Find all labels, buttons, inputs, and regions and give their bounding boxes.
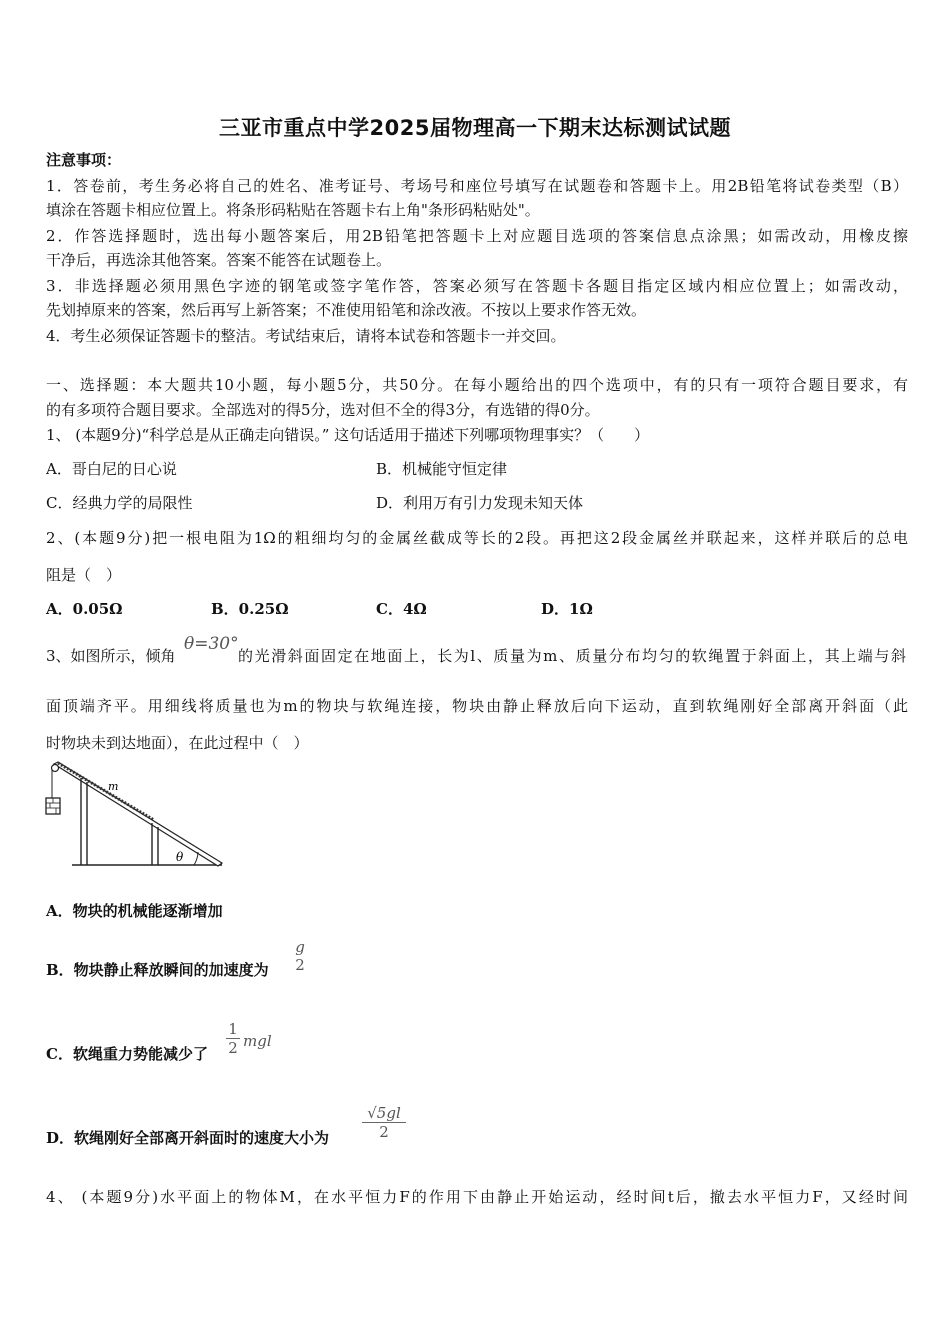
q3-stem-post: 的光滑斜面固定在地面上，长为l、质量为m、质量分布均匀的软绳置于斜面上，其上端与斜 [238,647,906,665]
page-title: 三亚市重点中学2025届物理高一下期末达标测试试题 [219,116,731,140]
q2-stem-line-2: 阻是（ ） [46,566,122,584]
q3-option-d: D．软绳刚好全部离开斜面时的速度大小为 [46,1129,330,1147]
notice-line-3: 2．作答选择题时，选出每小题答案后，用2B铅笔把答题卡上对应题目选项的答案信息点涂黑；如需改动，用橡皮擦 [46,227,908,245]
section1-line-2: 的有多项符合题目要求。全部选对的得5分，选对但不全的得3分，有选错的得0分。 [46,401,600,419]
q3-stem-line-2: 面顶端齐平。用细线将质量也为m的物块与软绳连接，物块由静止释放后向下运动，直到软绳刚好全部离开斜面（此 [46,697,908,715]
angle-arc [194,852,198,865]
fraction-numerator: 1 [228,1020,238,1038]
q2-stem-line-1: 2、(本题9分)把一根电阻为1Ω的粗细均匀的金属丝截成等长的2段。再把这2段金属丝并联起来，这样并联后的总电 [46,529,908,547]
q3-theta-expression: θ=30° [184,634,239,654]
q3-option-d-fraction [362,1104,406,1141]
fraction-numerator: √5gl [367,1104,401,1122]
section1-line-1: 一、选择题：本大题共10小题，每小题5分，共50分。在每小题给出的四个选项中，有的只有一项符合题目要求，有 [46,376,908,394]
q3-option-c-tail: mgl [243,1032,272,1050]
notice-line-4: 干净后，再选涂其他答案。答案不能答在试题卷上。 [46,251,392,269]
fraction-denominator: 2 [379,1123,389,1141]
fraction-numerator: g [295,938,305,956]
fraction-denominator: 2 [228,1039,238,1057]
q2-option-b: B．0.25Ω [211,600,289,618]
notice-line-5: 3．非选择题必须用黑色字迹的钢笔或签字笔作答，答案必须写在答题卡各题目指定区域内相应位置上；如需改动， [46,277,908,295]
q1-stem: 1、 (本题9分)“科学总是从正确走向错误。” 这句话适用于描述下列哪项物理事实？（ ） [46,426,650,444]
notice-heading: 注意事项： [46,151,122,169]
q2-option-d: D．1Ω [541,600,593,618]
notice-line-1: 1．答卷前，考生务必将自己的姓名、准考证号、考场号和座位号填写在试题卷和答题卡上。用2B铅笔将试卷类型（B） [46,177,908,195]
q1-option-b: B．机械能守恒定律 [376,460,508,478]
notice-line-6: 先划掉原来的答案，然后再写上新答案；不准使用铅笔和涂改液。不按以上要求作答无效。 [46,301,647,319]
mass-label: m [108,780,119,793]
q4-stem: 4、 (本题9分)水平面上的物体M，在水平恒力F的作用下由静止开始运动，经时间t后，撤去水平恒力F，又经时间 [46,1188,908,1206]
q3-option-c: C．软绳重力势能减少了 [46,1045,208,1063]
incline-board [54,762,222,866]
angle-label: θ [176,850,184,864]
q3-stem-pre: 3、如图所示，倾角 [46,647,176,665]
q3-option-b-fraction [292,938,308,974]
fraction-denominator: 2 [295,956,305,974]
incline-figure [44,760,226,872]
q3-option-b: B．物块静止释放瞬间的加速度为 [46,961,269,979]
q3-stem-line-3: 时物块未到达地面），在此过程中（ ） [46,734,309,752]
q3-option-a: A．物块的机械能逐渐增加 [46,902,223,920]
q2-option-a: A．0.05Ω [46,600,123,618]
notice-line-2: 填涂在答题卡相应位置上。将条形码粘贴在答题卡右上角"条形码粘贴处"。 [46,201,540,219]
q2-option-c: C．4Ω [376,600,427,618]
q1-option-d: D．利用万有引力发现未知天体 [376,494,584,512]
pulley-icon [52,765,59,772]
notice-line-7: 4．考生必须保证答题卡的整洁。考试结束后，请将本试卷和答题卡一并交回。 [46,327,566,345]
q1-option-a: A．哥白尼的日心说 [46,460,177,478]
q3-option-c-fraction [226,1020,240,1057]
q1-option-c: C．经典力学的局限性 [46,494,193,512]
